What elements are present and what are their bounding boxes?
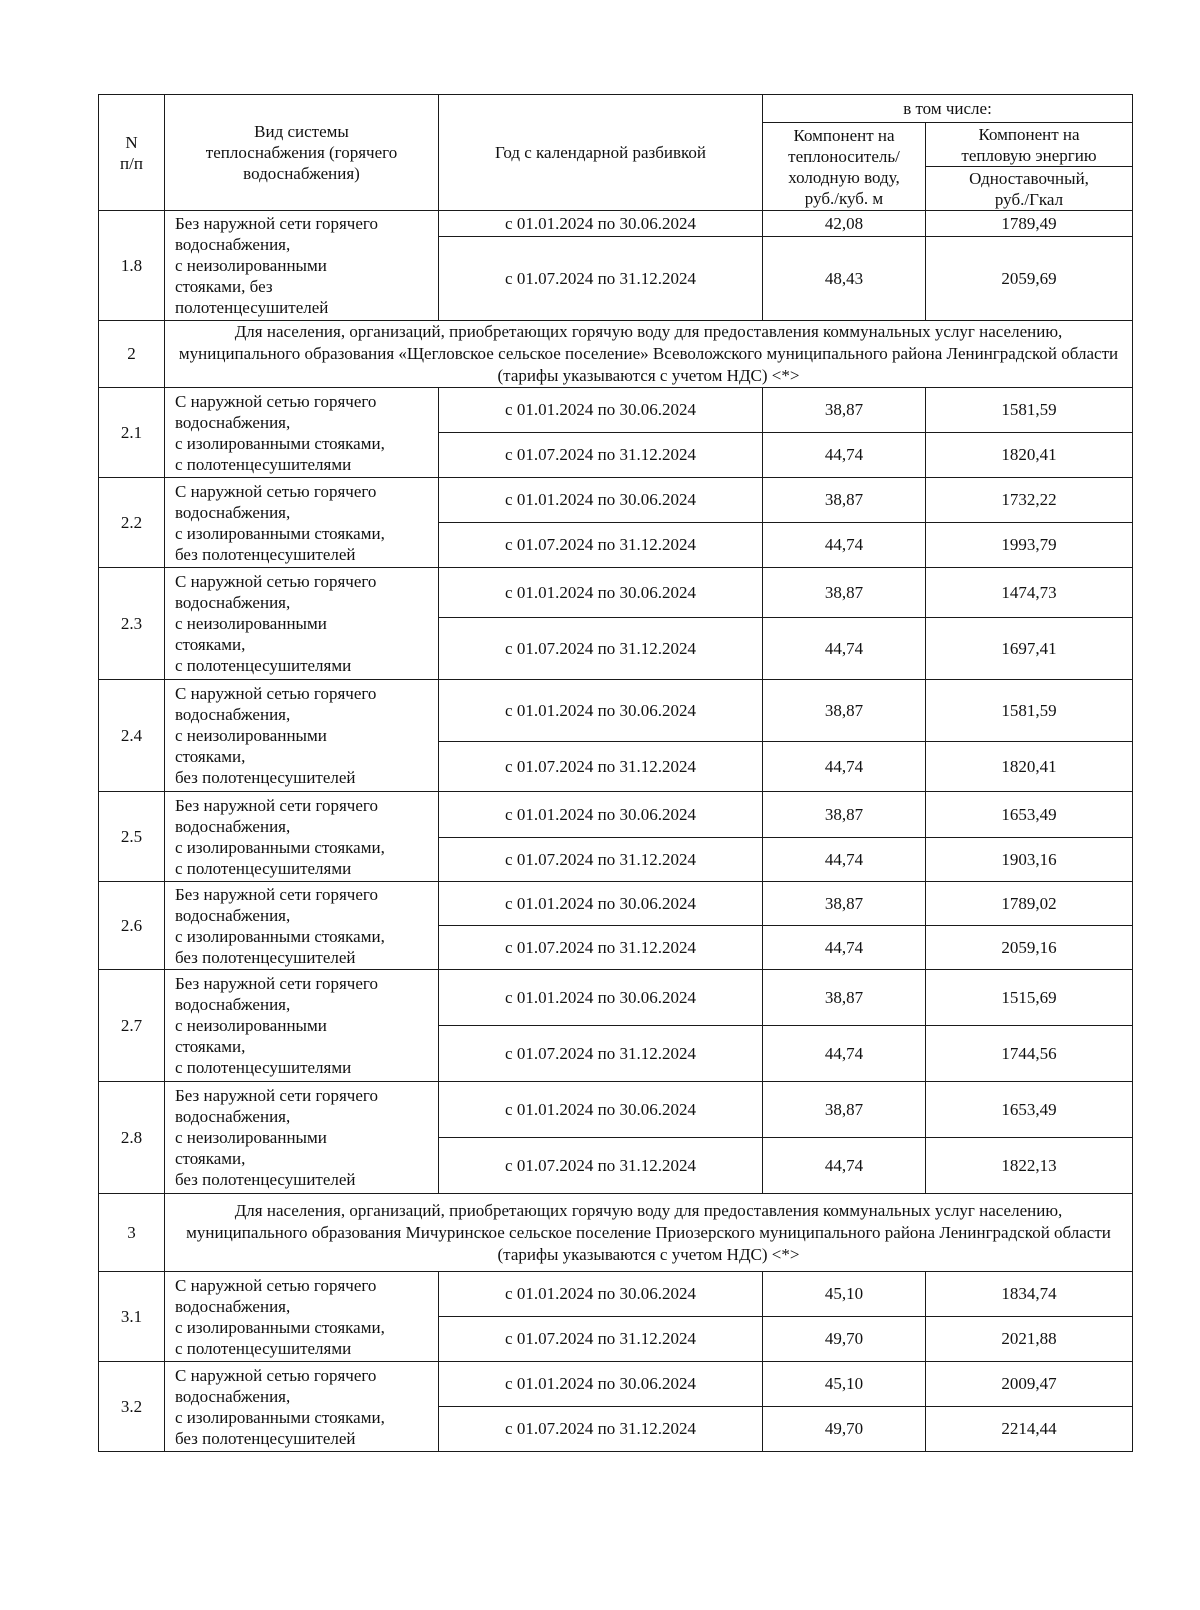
row-num: 3.1: [99, 1272, 165, 1362]
row-coolant-value: 45,10: [763, 1362, 926, 1407]
row-coolant-value: 38,87: [763, 478, 926, 523]
row-coolant-value: 45,10: [763, 1272, 926, 1317]
row-num: 2.3: [99, 568, 165, 680]
row-coolant-value: 44,74: [763, 742, 926, 792]
row-heat-value: 1903,16: [926, 838, 1133, 882]
table-row: [99, 792, 1133, 838]
section-title: Для населения, организаций, приобретающих горячую воду для предоставления коммунальных услуг населению, муниципального образования «Щегловское сельское поселение» Всеволожского муниципального района Ленинградской области (тарифы указываются с учетом НДС) <*>: [165, 321, 1133, 388]
header-single-rate: Одноставочный, руб./Гкал: [926, 167, 1133, 211]
row-coolant-value: 38,87: [763, 1082, 926, 1138]
row-period: с 01.01.2024 по 30.06.2024: [439, 792, 763, 838]
tariff-table: [98, 94, 1133, 1452]
row-num: 3.2: [99, 1362, 165, 1452]
row-heat-value: 1834,74: [926, 1272, 1133, 1317]
table-row: [99, 1082, 1133, 1138]
table-header: [99, 95, 1133, 211]
row-period: с 01.07.2024 по 31.12.2024: [439, 838, 763, 882]
row-period: с 01.01.2024 по 30.06.2024: [439, 882, 763, 926]
row-coolant-value: 38,87: [763, 680, 926, 742]
row-period: с 01.01.2024 по 30.06.2024: [439, 568, 763, 618]
row-heat-value: 2021,88: [926, 1317, 1133, 1362]
row-heat-value: 1993,79: [926, 523, 1133, 568]
row-heat-value: 1581,59: [926, 388, 1133, 433]
row-coolant-value: 44,74: [763, 618, 926, 680]
row-heat-value: 2059,16: [926, 926, 1133, 970]
row-system-type: С наружной сетью горячего водоснабжения, с изолированными стояками, без полотенцесушителей: [165, 478, 439, 568]
row-heat-value: 1474,73: [926, 568, 1133, 618]
row-system-type: С наружной сетью горячего водоснабжения, с изолированными стояками, с полотенцесушителями: [165, 388, 439, 478]
row-num: 2.8: [99, 1082, 165, 1194]
row-period: с 01.01.2024 по 30.06.2024: [439, 211, 763, 237]
table-row: [99, 680, 1133, 742]
row-heat-value: 1820,41: [926, 742, 1133, 792]
row-heat-value: 2059,69: [926, 237, 1133, 321]
row-heat-value: 1789,49: [926, 211, 1133, 237]
row-coolant-value: 44,74: [763, 1026, 926, 1082]
row-system-type: С наружной сетью горячего водоснабжения, с изолированными стояками, без полотенцесушителей: [165, 1362, 439, 1452]
row-coolant-value: 38,87: [763, 388, 926, 433]
table-row: [99, 388, 1133, 433]
row-period: с 01.07.2024 по 31.12.2024: [439, 1317, 763, 1362]
row-heat-value: 1820,41: [926, 433, 1133, 478]
row-period: с 01.07.2024 по 31.12.2024: [439, 926, 763, 970]
row-coolant-value: 42,08: [763, 211, 926, 237]
row-period: с 01.07.2024 по 31.12.2024: [439, 237, 763, 321]
row-heat-value: 1744,56: [926, 1026, 1133, 1082]
row-system-type: С наружной сетью горячего водоснабжения, с неизолированными стояками, без полотенцесушителей: [165, 680, 439, 792]
row-num: 2.1: [99, 388, 165, 478]
row-coolant-value: 38,87: [763, 568, 926, 618]
table-row: [99, 1272, 1133, 1317]
row-system-type: Без наружной сети горячего водоснабжения, с изолированными стояками, с полотенцесушителями: [165, 792, 439, 882]
row-period: с 01.01.2024 по 30.06.2024: [439, 1082, 763, 1138]
row-num: 2.2: [99, 478, 165, 568]
row-period: с 01.07.2024 по 31.12.2024: [439, 618, 763, 680]
row-period: с 01.07.2024 по 31.12.2024: [439, 433, 763, 478]
row-coolant-value: 38,87: [763, 882, 926, 926]
row-period: с 01.07.2024 по 31.12.2024: [439, 523, 763, 568]
row-system-type: С наружной сетью горячего водоснабжения, с изолированными стояками, с полотенцесушителями: [165, 1272, 439, 1362]
row-period: с 01.01.2024 по 30.06.2024: [439, 1362, 763, 1407]
row-num: 2.4: [99, 680, 165, 792]
row-period: с 01.01.2024 по 30.06.2024: [439, 388, 763, 433]
header-coolant: Компонент на теплоноситель/ холодную воду, руб./куб. м: [763, 123, 926, 211]
table-row: [99, 1362, 1133, 1407]
row-num: 2.7: [99, 970, 165, 1082]
row-heat-value: 2009,47: [926, 1362, 1133, 1407]
section-row: [99, 321, 1133, 388]
row-heat-value: 1732,22: [926, 478, 1133, 523]
row-coolant-value: 44,74: [763, 433, 926, 478]
row-period: с 01.01.2024 по 30.06.2024: [439, 478, 763, 523]
row-coolant-value: 44,74: [763, 1138, 926, 1194]
row-coolant-value: 38,87: [763, 792, 926, 838]
row-period: с 01.07.2024 по 31.12.2024: [439, 742, 763, 792]
row-coolant-value: 38,87: [763, 970, 926, 1026]
row-coolant-value: 44,74: [763, 838, 926, 882]
section-num: 3: [99, 1194, 165, 1272]
table-row: [99, 211, 1133, 237]
row-period: с 01.01.2024 по 30.06.2024: [439, 1272, 763, 1317]
row-heat-value: 2214,44: [926, 1407, 1133, 1452]
header-including: в том числе:: [763, 95, 1133, 123]
row-heat-value: 1515,69: [926, 970, 1133, 1026]
row-coolant-value: 44,74: [763, 926, 926, 970]
row-heat-value: 1581,59: [926, 680, 1133, 742]
row-system-type: Без наружной сети горячего водоснабжения, с неизолированными стояками, с полотенцесушителями: [165, 970, 439, 1082]
row-num: 2.6: [99, 882, 165, 970]
header-system: Вид системы теплоснабжения (горячего водоснабжения): [165, 95, 439, 211]
section-title: Для населения, организаций, приобретающих горячую воду для предоставления коммунальных услуг населению, муниципального образования Мичуринское сельское поселение Приозерского муниципального района Ленинградской области (тарифы указываются с учетом НДС) <*>: [165, 1194, 1133, 1272]
row-period: с 01.07.2024 по 31.12.2024: [439, 1138, 763, 1194]
row-heat-value: 1653,49: [926, 792, 1133, 838]
row-system-type: Без наружной сети горячего водоснабжения, с изолированными стояками, без полотенцесушителей: [165, 882, 439, 970]
row-coolant-value: 44,74: [763, 523, 926, 568]
header-num: N п/п: [99, 95, 165, 211]
section-num: 2: [99, 321, 165, 388]
row-heat-value: 1789,02: [926, 882, 1133, 926]
row-heat-value: 1822,13: [926, 1138, 1133, 1194]
section-row: [99, 1194, 1133, 1272]
row-heat-value: 1653,49: [926, 1082, 1133, 1138]
row-system-type: Без наружной сети горячего водоснабжения, с неизолированными стояками, без полотенцесушителей: [165, 211, 439, 321]
table-row: [99, 478, 1133, 523]
row-num: 2.5: [99, 792, 165, 882]
header-heat: Компонент на тепловую энергию: [926, 123, 1133, 167]
row-system-type: Без наружной сети горячего водоснабжения, с неизолированными стояками, без полотенцесушителей: [165, 1082, 439, 1194]
row-period: с 01.01.2024 по 30.06.2024: [439, 680, 763, 742]
table-body: [99, 211, 1133, 1452]
row-heat-value: 1697,41: [926, 618, 1133, 680]
row-period: с 01.07.2024 по 31.12.2024: [439, 1407, 763, 1452]
row-system-type: С наружной сетью горячего водоснабжения, с неизолированными стояками, с полотенцесушителями: [165, 568, 439, 680]
row-coolant-value: 49,70: [763, 1407, 926, 1452]
row-num: 1.8: [99, 211, 165, 321]
table-row: [99, 882, 1133, 926]
row-coolant-value: 48,43: [763, 237, 926, 321]
header-period: Год с календарной разбивкой: [439, 95, 763, 211]
row-period: с 01.01.2024 по 30.06.2024: [439, 970, 763, 1026]
table-row: [99, 970, 1133, 1026]
row-coolant-value: 49,70: [763, 1317, 926, 1362]
row-period: с 01.07.2024 по 31.12.2024: [439, 1026, 763, 1082]
table-row: [99, 568, 1133, 618]
